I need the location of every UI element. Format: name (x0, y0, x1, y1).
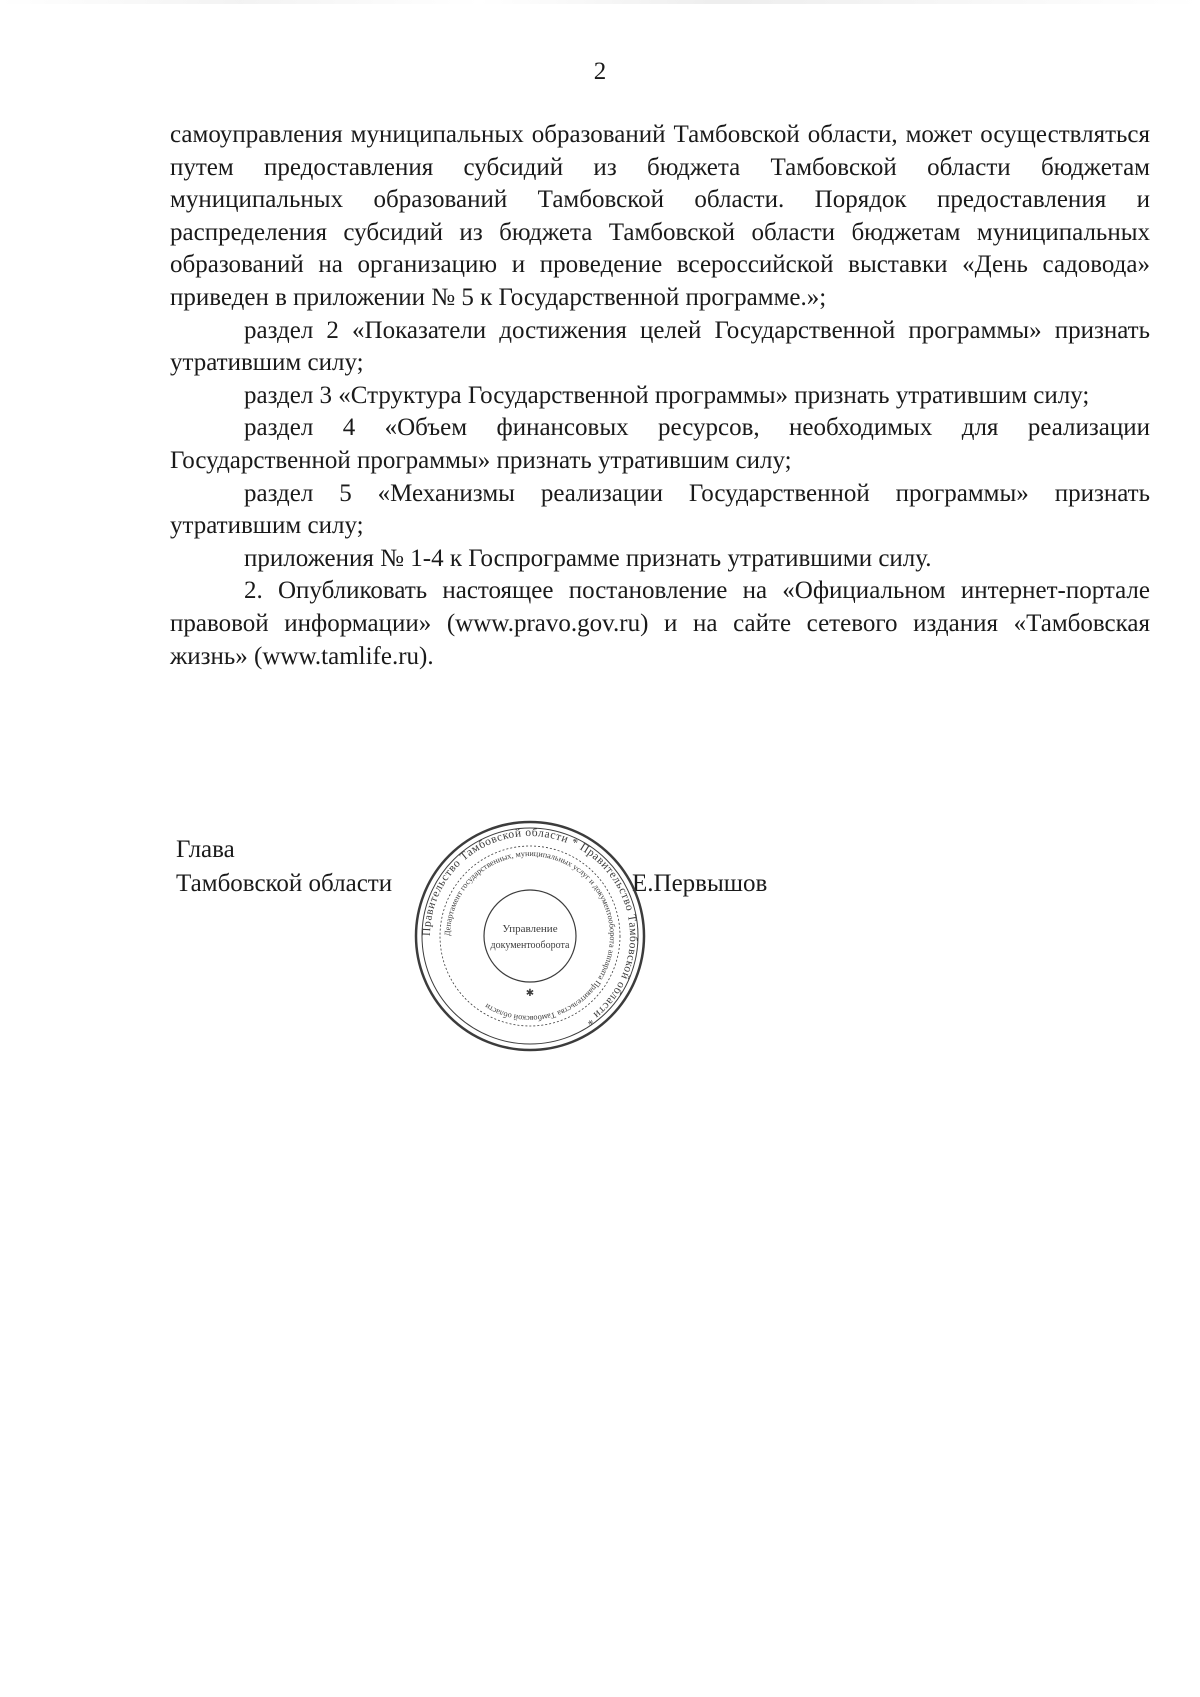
signatory-region: Тамбовской области (176, 870, 393, 897)
page-number: 2 (593, 58, 607, 85)
seal-inner-text: Департамент государственных, муниципальных услуг и документооборота аппарата Правительства Тамбовской области (442, 848, 618, 1024)
seal-center-line-2: документооборота (490, 940, 570, 951)
paragraph-section-2: раздел 2 «Показатели достижения целей Государственной программы» признать утратившим силу; (170, 316, 1150, 377)
paragraph-publish: 2. Опубликовать настоящее постановление на «Официальном интернет-портале правовой информации» (www.pravo.gov.ru) и на сайте сетевого издания «Тамбовская жизнь» (www.tamlife.ru). (170, 577, 1150, 670)
official-seal (412, 818, 648, 1054)
seal-outer-text: Правительство Тамбовской области * Правительство Тамбовской области * (420, 826, 640, 1028)
paragraph-section-5: раздел 5 «Механизмы реализации Государственной программы» признать утратившим силу; (170, 479, 1150, 540)
paragraph-appendices: приложения № 1-4 к Госпрограмме признать утратившими силу. (244, 544, 932, 572)
signatory-title: Глава (176, 836, 235, 863)
signatory-name: Е.Первышов (632, 870, 768, 897)
document-body (170, 119, 1150, 673)
seal-middle-border (440, 846, 620, 1026)
paragraph-section-3: раздел 3 «Структура Государственной программы» признать утратившим силу; (244, 381, 1090, 409)
paragraph-continuation: самоуправления муниципальных образований Тамбовской области, может осуществляться путем предоставления субсидий из бюджета Тамбовской области бюджетам муниципальных образований Тамбовской области. Порядок предоставления и распределения субсидий из бюджета Тамбовской области бюджетам муниципальных образований на организацию и проведение всероссийской выставки «День садовода» приведен в приложении № 5 к Государственной программе.»; (170, 121, 1150, 311)
star-icon: ✱ (525, 988, 535, 999)
scan-edge (0, 0, 1200, 4)
seal-center-border (484, 890, 576, 982)
paragraph-section-4: раздел 4 «Объем финансовых ресурсов, необходимых для реализации Государственной программы» признать утратившим силу; (170, 414, 1150, 474)
seal-center-line-1: Управление (502, 923, 558, 935)
